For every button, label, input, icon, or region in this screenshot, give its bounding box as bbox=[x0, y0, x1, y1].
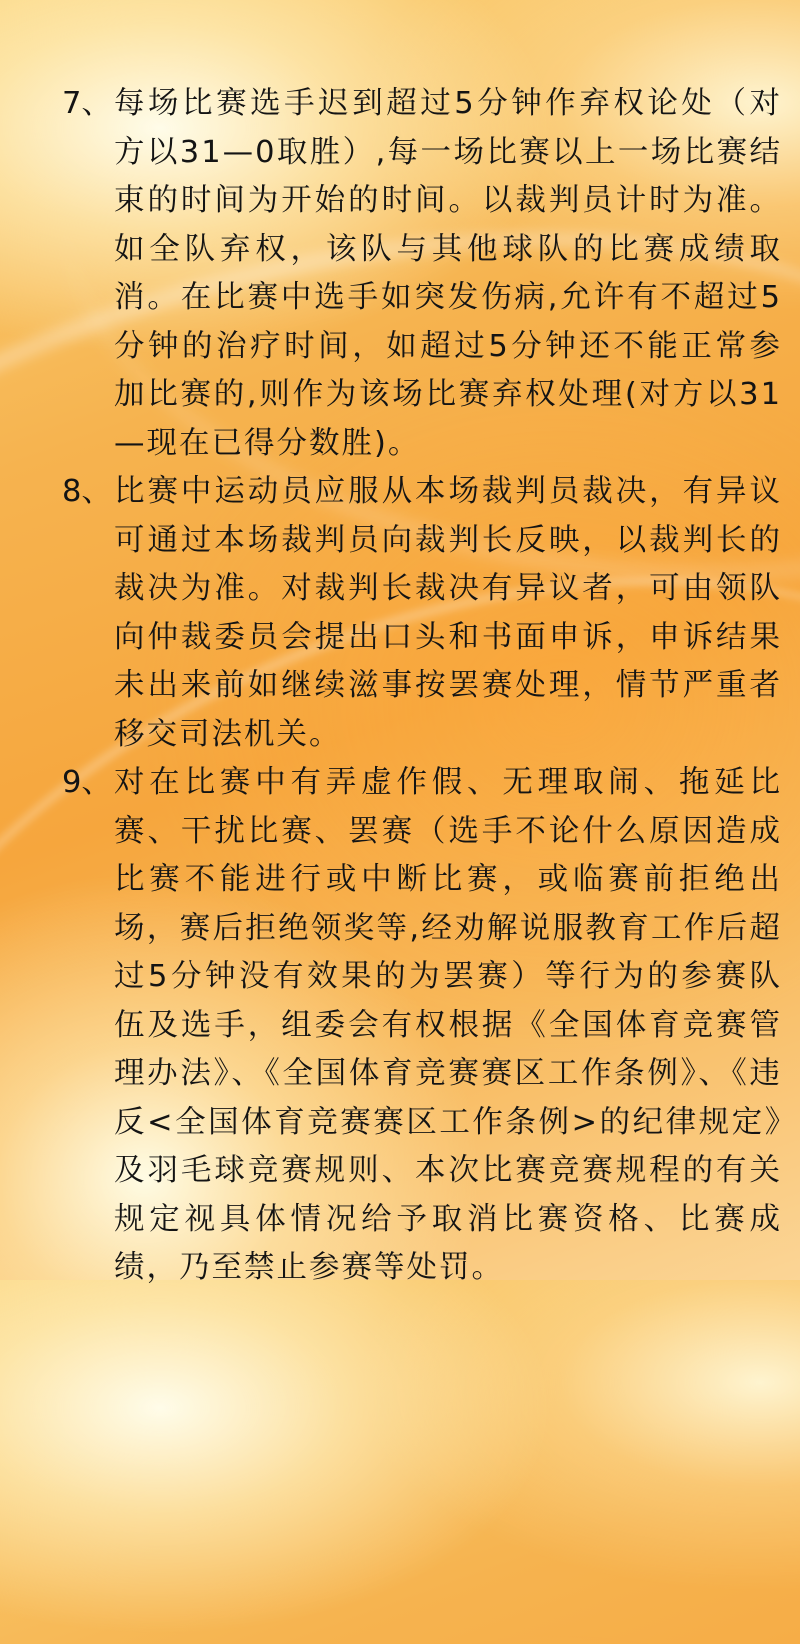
rule-item-9 bbox=[62, 759, 782, 1293]
rule-number: 9、 bbox=[62, 765, 112, 800]
rule-text: 比赛中运动员应服从本场裁判员裁决，有异议可通过本场裁判员向裁判长反映，以裁判长的裁决为准。对裁判长裁决有异议者，可由领队向仲裁委员会提出口头和书面申诉，申诉结果未出来前如继续滋事按罢赛处理，情节严重者移交司法机关。 bbox=[114, 474, 782, 752]
rule-number: 7、 bbox=[62, 86, 112, 121]
rule-item-7 bbox=[62, 80, 782, 468]
rule-text: 对在比赛中有弄虚作假、无理取闹、拖延比赛、干扰比赛、罢赛（选手不论什么原因造成比赛不能进行或中断比赛，或临赛前拒绝出场，赛后拒绝领奖等,经劝解说服教育工作后超过5分钟没有效果的为罢赛）等行为的参赛队伍及选手，组委会有权根据《全国体育竞赛管理办法》、《全国体育竞赛赛区工作条例》、《违反<全国体育竞赛赛区工作条例>的纪律规定》及羽毛球竞赛规则、本次比赛竞赛规程的有关规定视具体情况给予取消比赛资格、比赛成绩，乃至禁止参赛等处罚。 bbox=[114, 765, 782, 1285]
rule-number: 8、 bbox=[62, 474, 112, 509]
rules-list bbox=[62, 80, 782, 1293]
rule-text: 每场比赛选手迟到超过5分钟作弃权论处（对方以31—0取胜）,每一场比赛以上一场比赛结束的时间为开始的时间。以裁判员计时为准。如全队弃权，该队与其他球队的比赛成绩取消。在比赛中选手如突发伤病,允许有不超过5分钟的治疗时间，如超过5分钟还不能正常参加比赛的,则作为该场比赛弃权处理(对方以31—现在已得分数胜)。 bbox=[114, 86, 782, 461]
rule-item-8 bbox=[62, 468, 782, 759]
